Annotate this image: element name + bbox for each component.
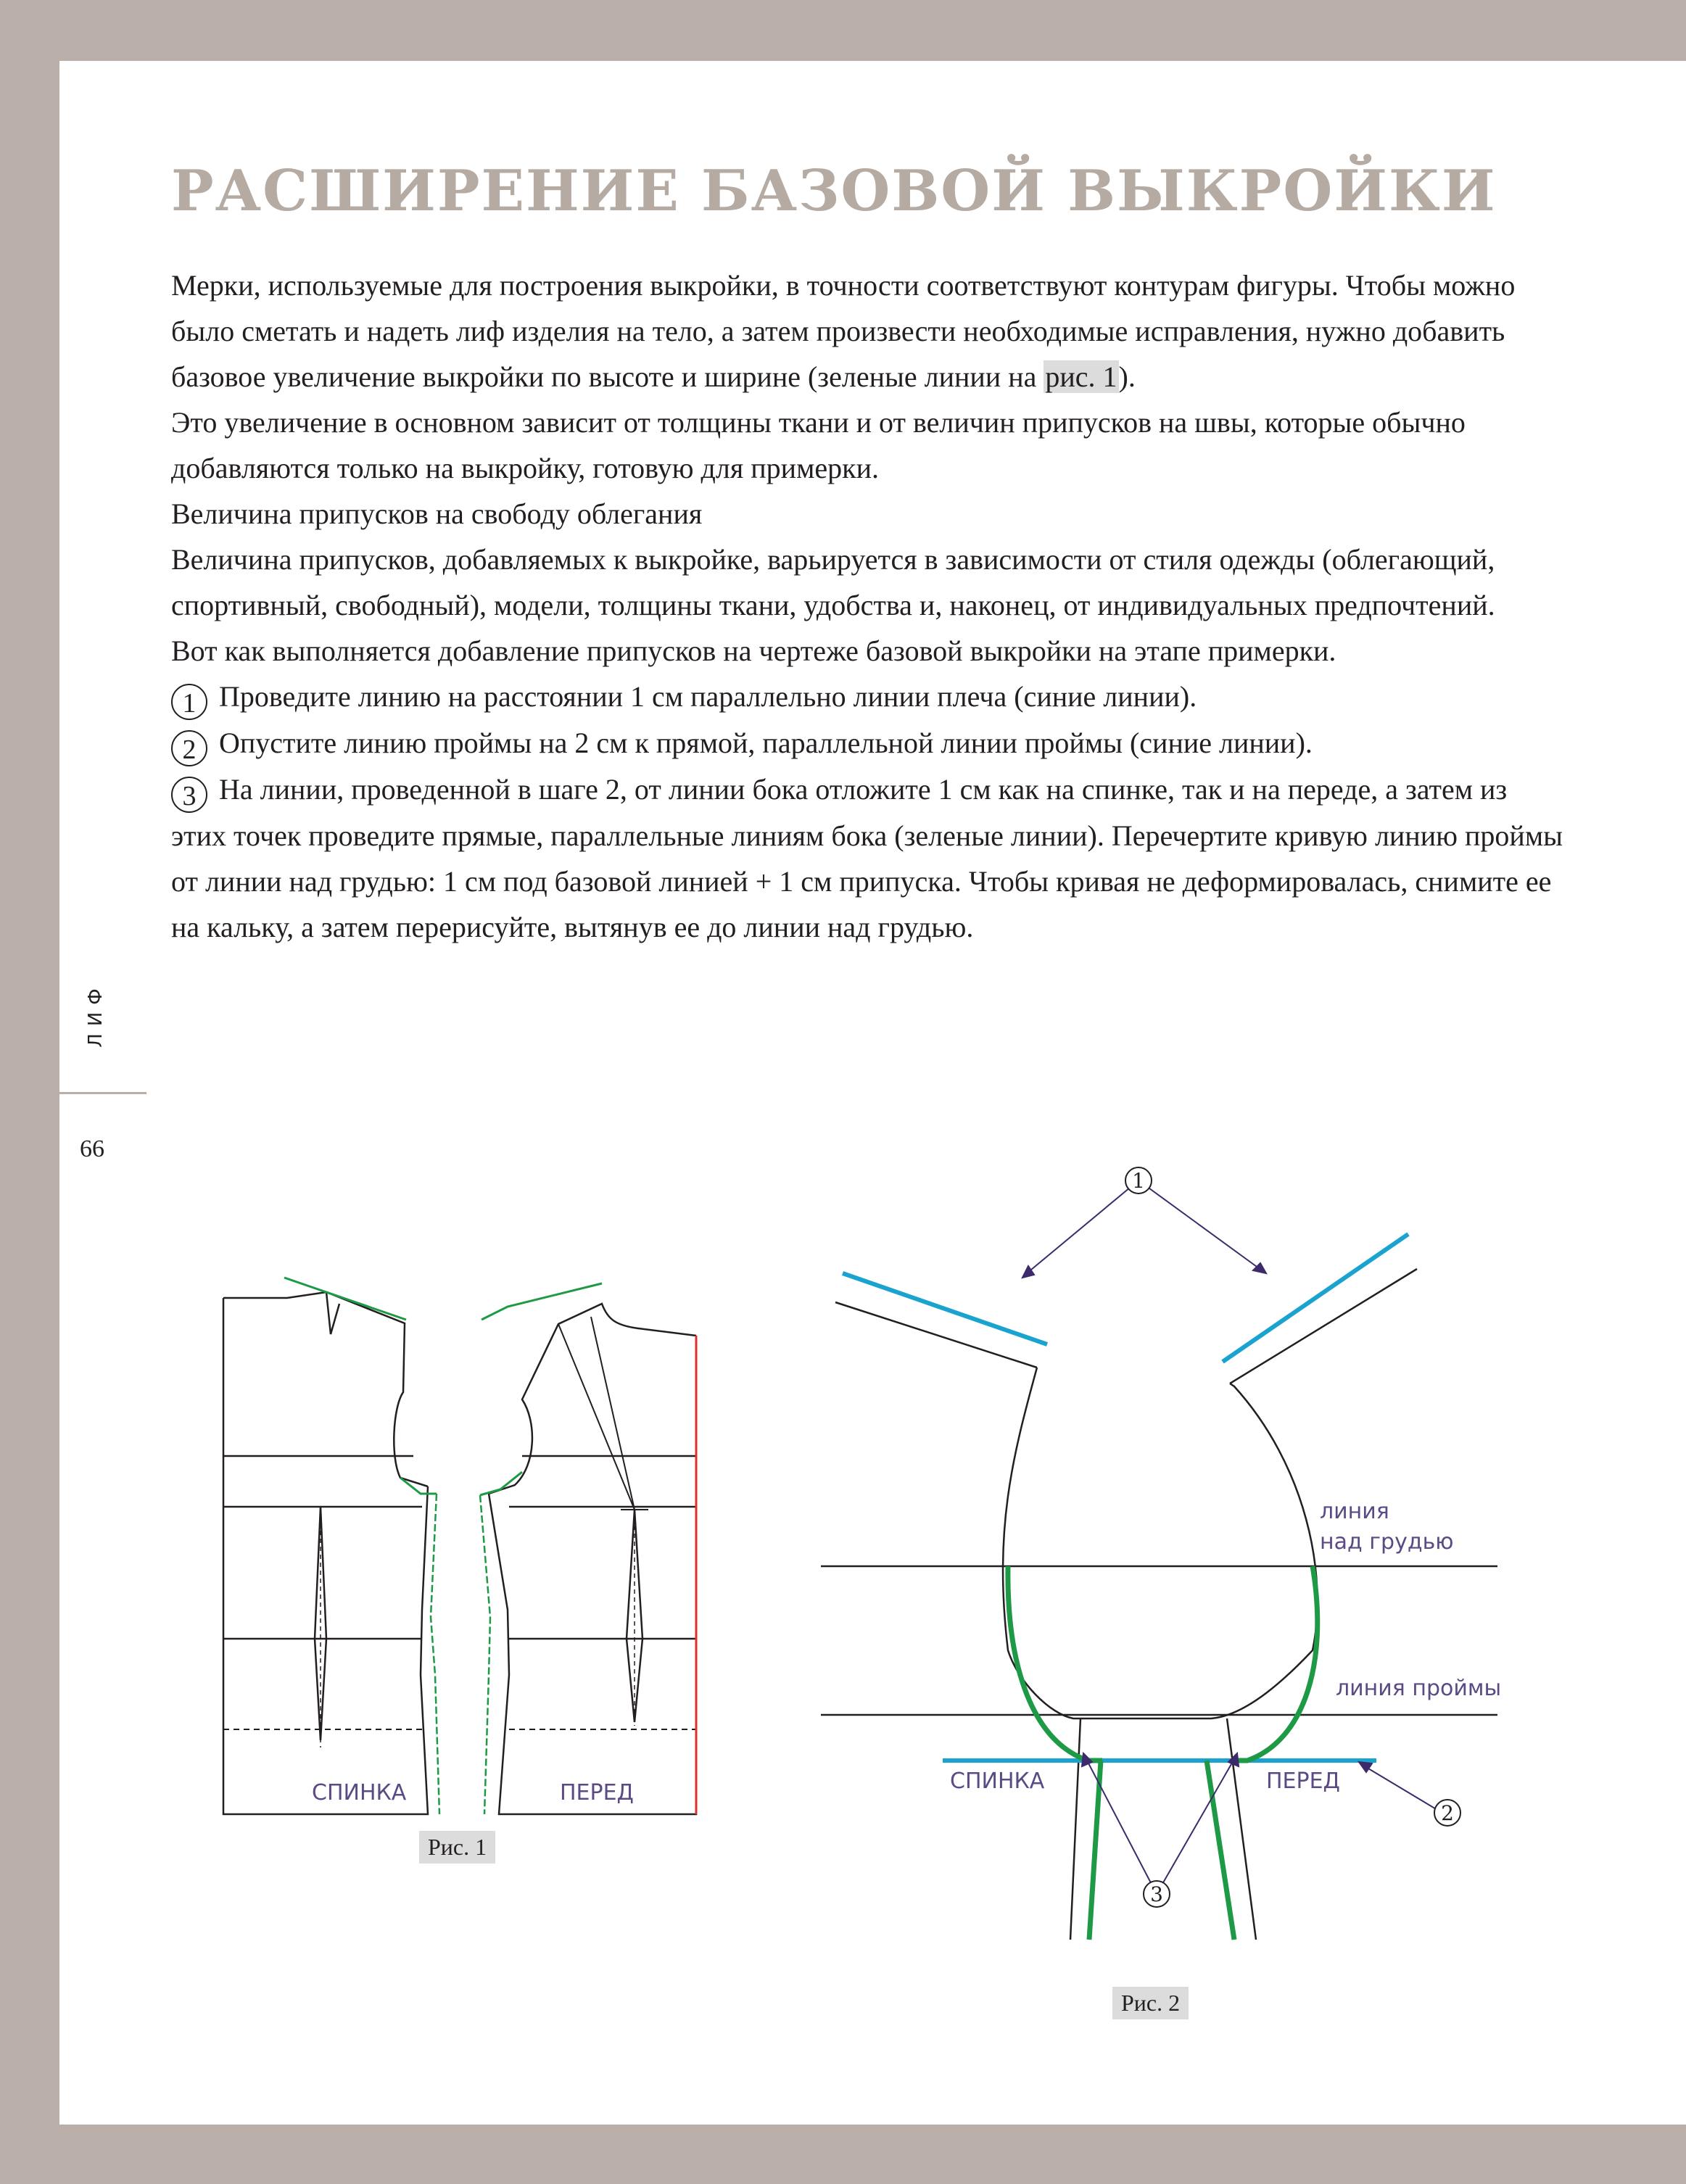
step-1-number: 1	[171, 684, 207, 720]
step-3-text: На линии, проведенной в шаге 2, от линии бока отложите 1 см как на спинке, так и на переде, а затем из этих точек проведите прямые, параллельные линиям бока (зеленые линии). Перечертите кривую линию проймы от линии над грудью: 1 см под базовой линией + 1 см припуска. Чтобы кривая не деформировалась, снимите ее на кальку, а затем перерисуйте, вытянув ее до линии над грудью.	[171, 773, 1563, 943]
back-label: СПИНКА	[950, 1769, 1045, 1794]
back-outline	[223, 1298, 428, 1814]
figure-1-diagram	[210, 1254, 718, 1827]
section-label-text: ЛИФ	[85, 981, 107, 1048]
front-label: ПЕРЕД	[1266, 1769, 1340, 1794]
back-label: СПИНКА	[312, 1780, 407, 1805]
back-dart-top	[326, 1292, 339, 1334]
step-1	[171, 674, 1563, 720]
step-3-number: 3	[171, 777, 207, 813]
back-armhole	[223, 1292, 428, 1486]
front-shoulder-line	[1230, 1269, 1417, 1383]
marker-1: 1	[1132, 1169, 1145, 1193]
front-side-allowance	[480, 1495, 490, 1814]
paragraph-1-end: ).	[1118, 360, 1136, 393]
figure-2-caption: Рис. 2	[1112, 1987, 1189, 2019]
back-armhole-new-curve	[1008, 1566, 1102, 1761]
figure-2-diagram	[812, 1153, 1508, 1958]
above-bust-label-2: над грудью	[1320, 1529, 1454, 1555]
back-side-allowance	[431, 1494, 439, 1814]
step-2	[171, 720, 1563, 766]
back-shoulder-new-line	[843, 1273, 1047, 1344]
marker-3: 3	[1150, 1882, 1163, 1906]
armhole-line-label: линия проймы	[1336, 1676, 1502, 1701]
back-shoulder-allowance	[284, 1278, 406, 1320]
paragraph-2: Это увеличение в основном зависит от толщины ткани и от величин припусков на швы, которые обычно добавляются только на выкройку, готовую для примерки.	[171, 406, 1466, 484]
step-1-text: Проведите линию на расстоянии 1 см параллельно линии плеча (синие линии).	[219, 680, 1197, 713]
front-side-new-line	[1207, 1761, 1234, 1940]
subheading-allowance: Величина припусков на свободу облегания	[171, 497, 703, 530]
step-2-text: Опустите линию проймы на 2 см к прямой, параллельной линии проймы (синие линии).	[219, 727, 1313, 759]
page-title: РАСШИРЕНИЕ БАЗОВОЙ ВЫКРОЙКИ	[171, 158, 1497, 224]
figure-1-caption: Рис. 1	[419, 1831, 495, 1864]
paragraph-4: Величина припусков, добавляемых к выкройке, варьируется в зависимости от стиля одежды (облегающий, спортивный, свободный), модели, толщины ткани, удобства и, наконец, от индивидуальных предпочтений.	[171, 543, 1495, 621]
armhole-curve	[1003, 1368, 1318, 1718]
section-label	[81, 975, 110, 1054]
page-number: 66	[80, 1136, 104, 1162]
front-shoulder-allowance	[482, 1283, 602, 1320]
front-label: ПЕРЕД	[560, 1780, 634, 1805]
back-shoulder-line	[835, 1302, 1037, 1368]
side-divider	[59, 1092, 146, 1094]
back-side-new-line	[1089, 1761, 1101, 1940]
paragraph-5: Вот как выполняется добавление припусков на чертеже базовой выкройки на этапе примерки.	[171, 634, 1336, 667]
front-armhole-new-curve	[1237, 1566, 1318, 1761]
step-3	[171, 766, 1563, 950]
marker-2: 2	[1441, 1801, 1454, 1825]
paragraph-1-text: Мерки, используемые для построения выкройки, в точности соответствуют контурам фигуры. Чтобы можно было сметать и надеть лиф изделия на тело, а затем произвести необходимые исправления, нужно добавить базовое увеличение выкройки по высоте и ширине (зеленые линии на	[171, 269, 1516, 393]
body-text	[171, 262, 1563, 950]
paragraph-1	[171, 262, 1563, 400]
front-shoulder-new-line	[1223, 1234, 1408, 1362]
front-armhole	[489, 1304, 696, 1494]
above-bust-label-1: линия	[1320, 1499, 1389, 1524]
step-2-number: 2	[171, 730, 207, 766]
figure-1-reference[interactable]: рис. 1	[1045, 360, 1117, 393]
